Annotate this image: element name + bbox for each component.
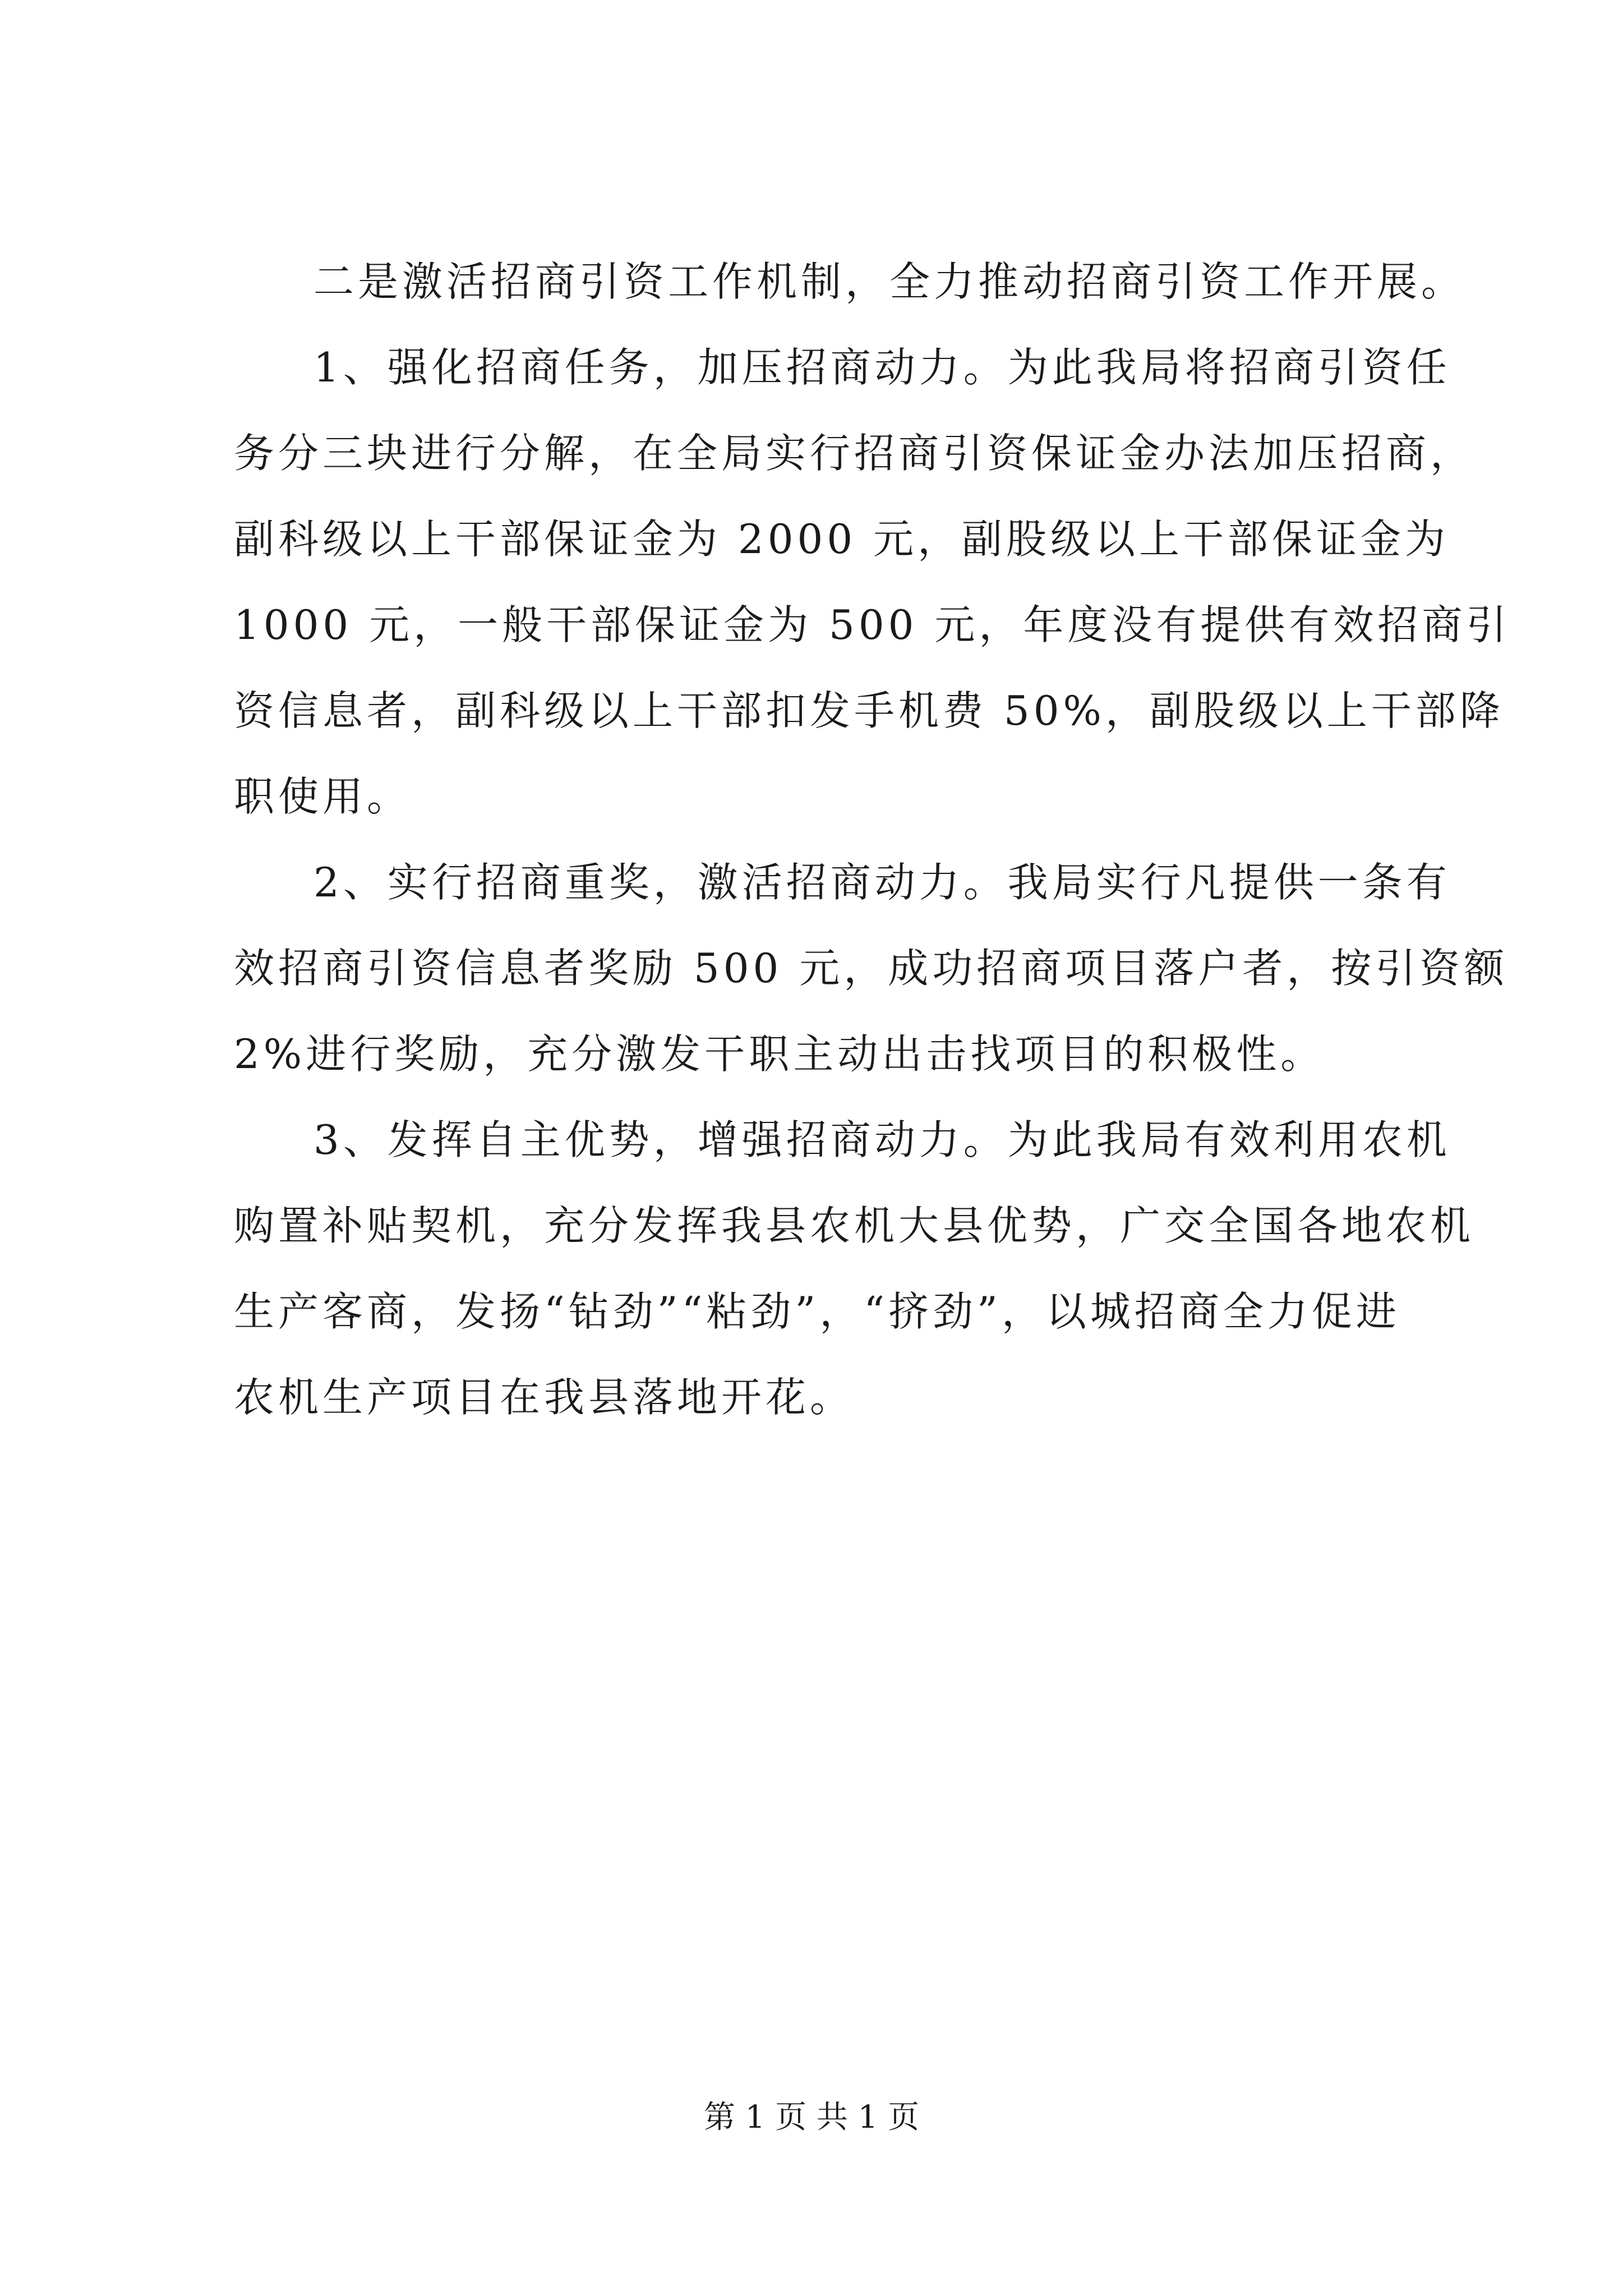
text-line: 购置补贴契机，充分发挥我县农机大县优势，广交全国各地农机 [234,1202,1475,1249]
text-line: 生产客商，发扬“钻劲”“粘劲”，“挤劲”，以城招商全力促进 [234,1288,1400,1335]
body-text [234,239,1511,1441]
page-footer [0,2095,1623,2140]
text-line: 效招商引资信息者奖励 500 元，成功招商项目落户者，按引资额 [234,945,1509,992]
text-line: 3、发挥自主优势，增强招商动力。为此我局有效利用农机 [313,1116,1451,1163]
text-line: 资信息者，副科级以上干部扣发手机费 50%，副股级以上干部降 [234,687,1504,734]
text-line: 2、实行招商重奖，激活招商动力。我局实行凡提供一条有 [313,859,1451,906]
text-line: 农机生产项目在我县落地开花。 [234,1374,855,1421]
text-line: 副科级以上干部保证金为 2000 元，副股级以上干部保证金为 [234,516,1450,563]
text-line: 2%进行奖励，充分激发干职主动出击找项目的积极性。 [234,1030,1325,1078]
text-line: 二是激活招商引资工作机制，全力推动招商引资工作开展。 [313,258,1466,305]
page-number: 第 1 页 共 1 页 [703,2099,920,2136]
text-line: 职使用。 [234,773,412,820]
text-line: 1、强化招商任务，加压招商动力。为此我局将招商引资任 [313,344,1451,391]
text-line: 务分三块进行分解，在全局实行招商引资保证金办法加压招商， [234,430,1475,477]
text-line: 1000 元，一般干部保证金为 500 元，年度没有提供有效招商引 [234,601,1511,648]
